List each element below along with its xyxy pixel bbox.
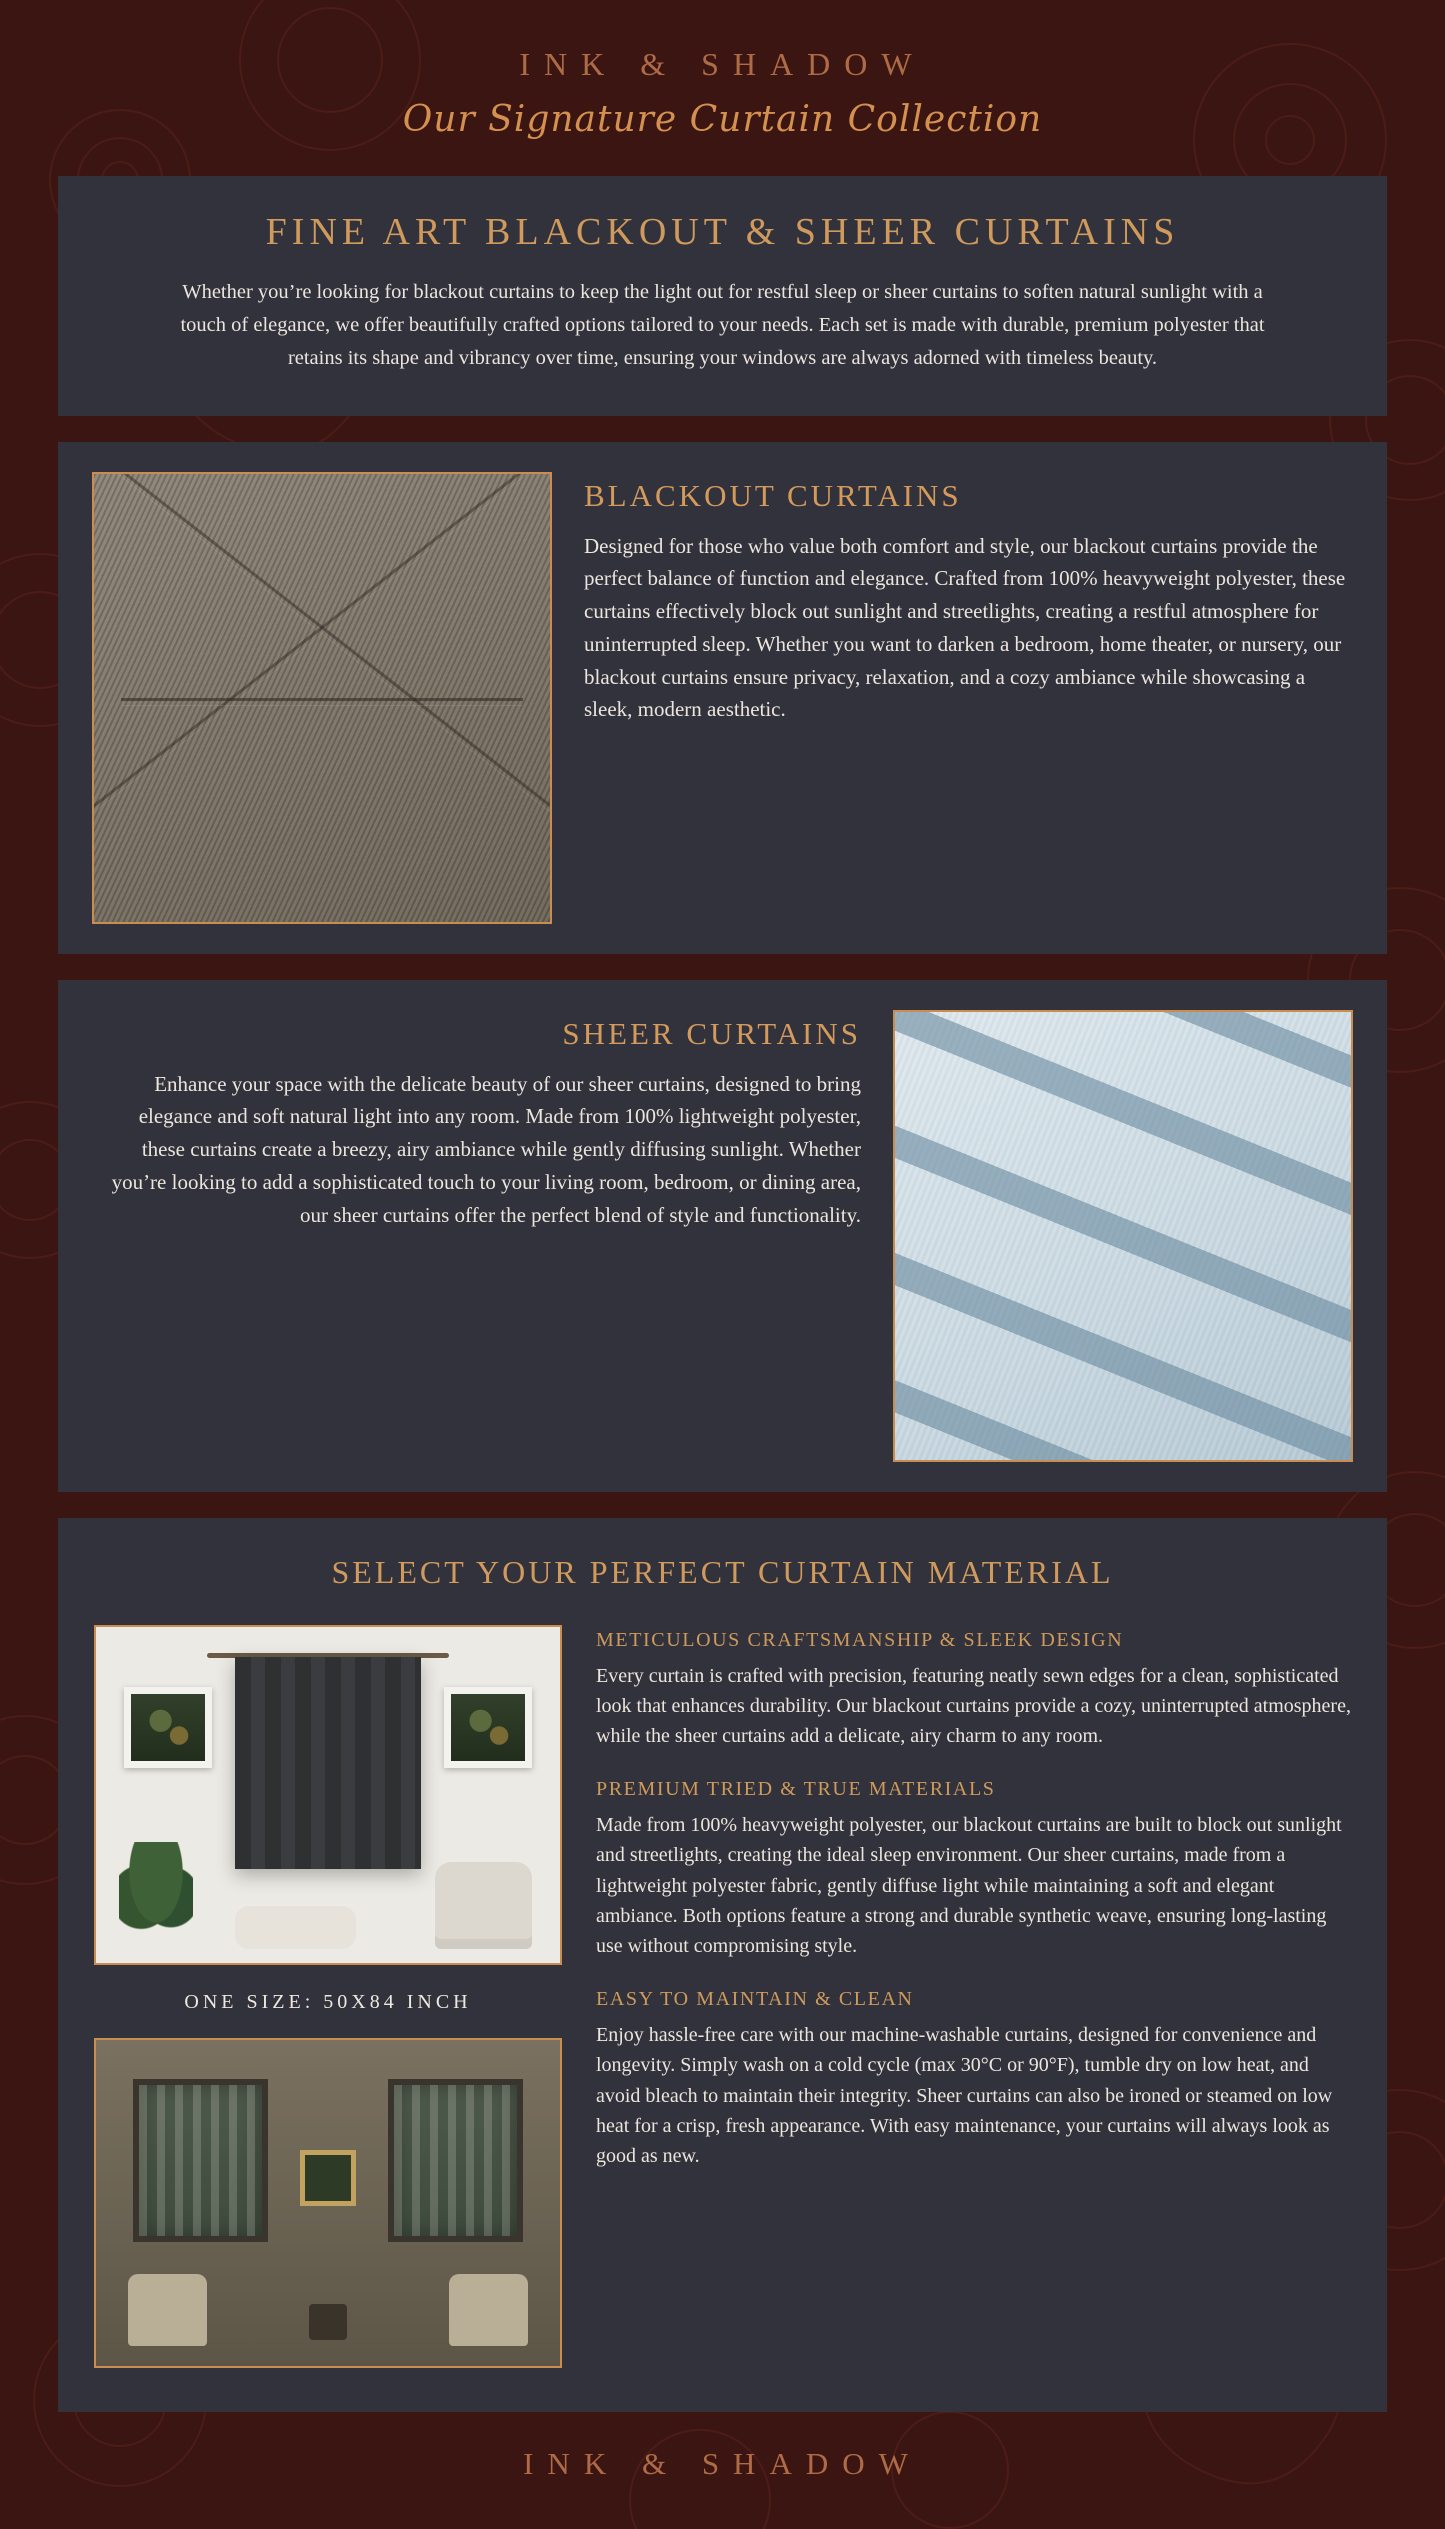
- material-block-body: Made from 100% heavyweight polyester, our blackout curtains are built to block out sunlight and streetlights, creating the ideal sleep environment. Our sheer curtains, made from a lightweight polyester fabric, gently diffuse light while maintaining a soft and elegant ambiance. Both options feature a strong and durable synthetic weave, ensuring long-lasting use without compromising style.: [596, 1813, 1342, 1958]
- blackout-title: BLACKOUT CURTAINS: [584, 477, 962, 513]
- blackout-room-image: [94, 1625, 562, 1965]
- blackout-body: Designed for those who value both comfort and style, our blackout curtains provide the perfect balance of function and elegance. Crafted from 100% heavyweight polyester, these curtains effectively block out sunlight and streetlights, creating a restful atmosphere for uninterrupted sleep. Whether you want to darken a bedroom, home theater, or nursery, our blackout curtains ensure privacy, relaxation, and a cozy ambiance while showcasing a sleek, modern aesthetic.: [584, 533, 1346, 722]
- material-block: [596, 1988, 1351, 2172]
- sheer-room-image: [94, 2038, 562, 2368]
- material-panel: [58, 1518, 1387, 2412]
- material-images-column: [94, 1625, 562, 2368]
- material-block: [596, 1629, 1351, 1752]
- brand-name-footer: INK & SHADOW: [523, 2445, 922, 2481]
- intro-panel: [58, 176, 1387, 416]
- footer: [0, 2412, 1445, 2524]
- material-block-heading: EASY TO MAINTAIN & CLEAN: [596, 1987, 914, 2010]
- sheer-body: Enhance your space with the delicate beauty of our sheer curtains, designed to bring elegance and soft natural light into any room. Made from 100% lightweight polyester, these curtains create a breezy, airy ambiance while gently diffusing sunlight. Whether you’re looking to add a sophisticated touch to your living room, bedroom, or dining area, our sheer curtains offer the perfect blend of style and functionality.: [111, 1071, 861, 1227]
- brand-name-header: INK & SHADOW: [519, 46, 926, 82]
- sheer-fabric-image: [893, 1010, 1353, 1462]
- material-block: [596, 1778, 1351, 1962]
- header: [0, 0, 1445, 146]
- blackout-text: [584, 472, 1353, 727]
- material-title: SELECT YOUR PERFECT CURTAIN MATERIAL: [331, 1553, 1114, 1590]
- intro-title: FINE ART BLACKOUT & SHEER CURTAINS: [265, 211, 1180, 253]
- material-text-column: [596, 1625, 1351, 2368]
- blackout-fabric-image: [92, 472, 552, 924]
- size-label: ONE SIZE: 50X84 INCH: [184, 1990, 472, 2013]
- feature-sheer: [58, 980, 1387, 1492]
- intro-body: Whether you’re looking for blackout curtains to keep the light out for restful sleep or sheer curtains to soften natural sunlight with a touch of elegance, we offer beautifully crafted options tailored to your needs. Each set is made with durable, premium polyester that retains its shape and vibrancy over time, ensuring your windows are always adorned with timeless beauty.: [180, 281, 1265, 370]
- sheer-title: SHEER CURTAINS: [562, 1015, 861, 1051]
- material-block-body: Every curtain is crafted with precision, featuring neatly sewn edges for a clean, sophisticated look that enhances durability. Our blackout curtains provide a cozy, uninterrupted atmosphere, while the sheer curtains add a delicate, airy charm to any room.: [596, 1664, 1351, 1748]
- feature-blackout: [58, 442, 1387, 954]
- material-block-heading: PREMIUM TRIED & TRUE MATERIALS: [596, 1777, 996, 1800]
- brand-tagline: Our Signature Curtain Collection: [402, 99, 1043, 140]
- sheer-text: [92, 1010, 861, 1232]
- material-block-body: Enjoy hassle-free care with our machine-washable curtains, designed for convenience and longevity. Simply wash on a cold cycle (max 30°C or 90°F), tumble dry on low heat, and avoid bleach to maintain their integrity. Sheer curtains can also be ironed or steamed on low heat for a crisp, fresh appearance. With easy maintenance, your curtains will always look as good as new.: [596, 2023, 1333, 2168]
- material-block-heading: METICULOUS CRAFTSMANSHIP & SLEEK DESIGN: [596, 1628, 1124, 1651]
